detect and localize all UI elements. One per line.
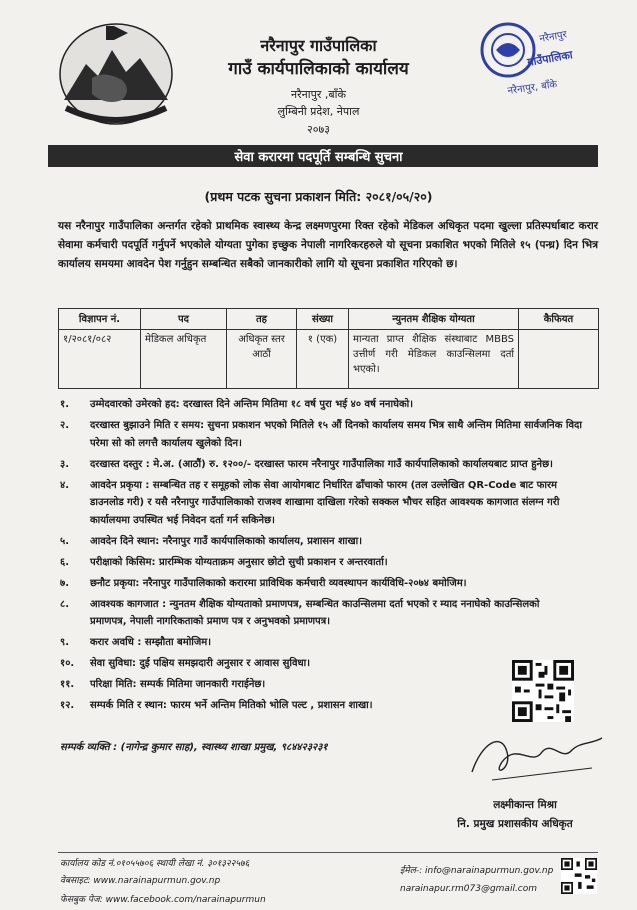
list-item: २. दरखास्त बुझाउने मिति र समय: सुचना प्रकाशन भएको मितिले १५ औं दिनको कार्यालय समय भित्र साथै अन्तिम मितिमा सार्वजनिक विदा परेमा सो को लगत्तै कार्यालय खुलेको दिन।: [60, 420, 582, 449]
year: २०७३: [307, 123, 330, 136]
office-name: गाउँ कार्यपालिकाको कार्यालय: [228, 59, 409, 79]
vacancy-table: [58, 308, 599, 389]
qr-code-icon[interactable]: [512, 660, 574, 722]
table-header: न्युनतम शैक्षिक योग्यता: [349, 309, 519, 330]
publication-date: (प्रथम पटक सुचना प्रकाशन मिति: २०८१/०५/२०): [204, 189, 433, 204]
list-item: ८. आवश्यक कागजात : न्युनतम शैक्षिक योग्यताको प्रमाणपत्र, सम्बन्धित काउन्सिलमा दर्ता भएको र म्याद ननाघेको काउन्सिलको प्रमाणपत्र, नेपाली नागरिकताको प्रमाण पत्र र अनुभवको प्रमाणपत्र।: [60, 598, 540, 627]
contact-person: सम्पर्क व्यक्ति : (नागेन्द्र कुमार साह), स्वास्थ्य शाखा प्रमुख, ९८४४२३२३१: [60, 742, 328, 753]
table-header: पद: [141, 309, 227, 330]
list-item: १२. सम्पर्क मिति र स्थान: फारम भर्ने अन्तिम मितिको भोलि पल्ट , प्रशासन शाखा।: [60, 700, 373, 711]
table-header: विज्ञापन नं.: [59, 309, 141, 330]
table-cell: १/२०८१/०८२: [59, 330, 141, 389]
table-header: संख्या: [297, 309, 349, 330]
list-item: ७. छनौट प्रकृया: नरैनापुर गाउँपालिकाको करारमा प्राविधिक कर्मचारी व्यवस्थापन कार्यविधि-२०७४ बमोजिम।: [60, 577, 467, 589]
email-link-secondary[interactable]: narainapur.rm073@gmail.com: [400, 884, 538, 894]
website-link[interactable]: वेबसाइट: www.narainapurmun.gov.np: [60, 876, 221, 886]
list-item: ३. दरखास्त दस्तुर : मे.अ. (आठौं) रु. १२००/- दरखास्त फारम नरैनापुर गाउँपालिका गाउँ कार्यपालिकाको कार्यालयबाट प्राप्त हुनेछ।: [60, 458, 553, 470]
list-item: ११. परिक्षा मिति: सम्पर्क मितिमा जानकारी गराईनेछ।: [60, 679, 266, 690]
table-cell: मान्यता प्राप्त शैक्षिक संस्थाबाट MBBS उत्तीर्ण गरी मेडिकल काउन्सिलमा दर्ता भएको।: [349, 330, 519, 389]
list-item: ५. आवदेन दिने स्थान: नरैनापुर गाउँ कार्यपालिकाको कार्यालय, प्रशासन शाखा।: [60, 535, 363, 547]
province: लुम्बिनी प्रदेश, नेपाल: [277, 105, 360, 118]
list-item: ९. करार अवधि : सम्झौता बमोजिम।: [60, 637, 212, 648]
footer-qr-code-icon[interactable]: [561, 858, 597, 894]
list-item: १. उम्मेदवारको उमेरको हद: दरखास्त दिने अन्तिम मितिमा १८ वर्ष पुरा भई ४० वर्ष ननाघेको।: [60, 399, 414, 410]
table-cell: मेडिकल अधिकृत: [141, 330, 227, 389]
signature-icon: [462, 722, 612, 784]
address: नरैनापुर ,बाँके: [291, 88, 346, 101]
office-code: कार्यालय कोड नं.०१०५५७०६ स्थायी लेखा नं. ३०१३२२५७६: [60, 859, 250, 869]
list-item: ४. आवदेन प्रकृया : सम्बन्धित तह र समूहको लोक सेवा आयोगबाट निर्धारित ढाँचाको फारम (तल उल्लेखित QR-Code बाट फारम डाउनलोड गरी) र यसै नरैनापुर गाउँपालिकाको राजश्व शाखामा दाखिला गरेको सक्कल भौचर सहित आवश्यक कागजात संलग्न गरी कार्यालयमा उपस्थित भई निवेदन दर्ता गर्न सकिनेछ।: [60, 479, 560, 526]
table-row: [59, 330, 599, 389]
notice-title: सेवा करारमा पदपूर्ति सम्बन्धि सुचना: [234, 150, 403, 165]
email-link[interactable]: ईमेल-: info@narainapurmun.gov.np: [400, 866, 554, 876]
svg-text:नरैनापुर, बाँके: नरैनापुर, बाँके: [506, 79, 558, 97]
table-header: कैफियत: [519, 309, 599, 330]
municipality-name: नरैनापुर गाउँपालिका: [260, 36, 377, 55]
table-cell: १ (एक): [297, 330, 349, 389]
table-header: तह: [227, 309, 297, 330]
table-cell: [519, 330, 599, 389]
intro-paragraph: यस नरैनापुर गाउँपालिका अन्तर्गत रहेको प्राथमिक स्वास्थ्य केन्द्र लक्ष्मणपुरमा रिक्त रहेको मेडिकल अधिकृत पदमा खुल्ला प्रतिस्पर्धाबाट करार सेवामा कर्मचारी पदपूर्ति गर्नुपर्ने भएकोले योग्यता पुगेका इच्छुक नेपाली नागरिकरहरुले यो सूचना प्रकाशित भएको मितिले १५ (पन्ध्र) दिन भित्र कार्यालय समयमा आवदेन पेश गर्नुहुन सम्बन्धित सबैको जानकारीको लागि यो सूचना प्रकाशित गरिएको छ।: [58, 220, 598, 270]
svg-text:गाउँपालिका: गाउँपालिका: [526, 48, 574, 69]
table-cell: अधिकृत स्तर आठौं: [227, 330, 297, 389]
signatory-title: नि. प्रमुख प्रशासकीय अधिकृत: [457, 818, 573, 830]
list-item: १०. सेवा सुविधा: दुई पक्षिय समझदारी अनुसार र आवास सुविधा।: [60, 658, 311, 669]
facebook-link[interactable]: फेसबुक पेज: www.facebook.com/narainapurmun: [60, 895, 266, 905]
svg-text:नरैनापुर: नरैनापुर: [538, 29, 568, 45]
footer-divider: [58, 852, 598, 853]
table-header-row: [59, 309, 599, 330]
signatory-name: लक्ष्मीकान्त मिश्रा: [493, 799, 557, 811]
list-item: ६. परीक्षाको किसिम: प्रारम्भिक योग्यताक्रम अनुसार छोटो सुची प्रकाशन र अन्तरवार्ता।: [60, 556, 388, 568]
